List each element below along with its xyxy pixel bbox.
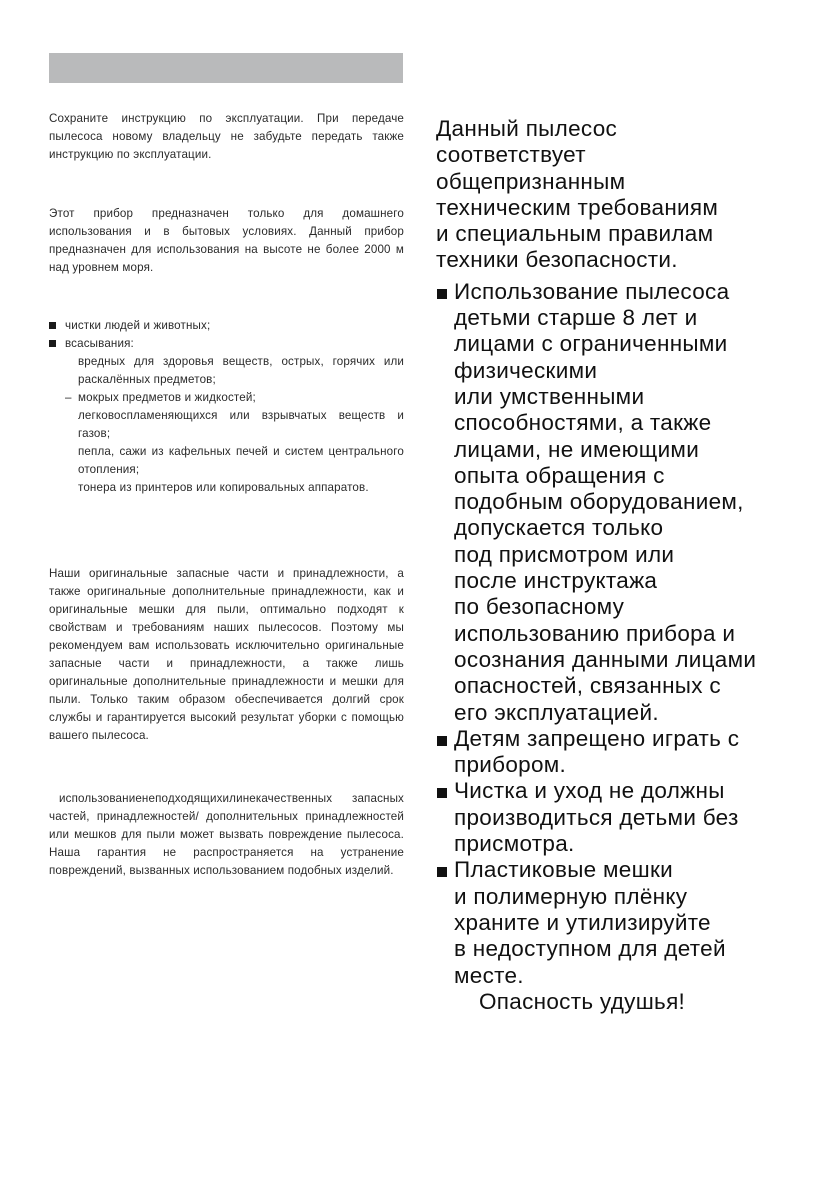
bullet-square-icon bbox=[437, 788, 447, 798]
text-line: храните и утилизируйте bbox=[454, 909, 711, 935]
text-line: Пластиковые мешки bbox=[454, 857, 673, 883]
sub-list-item bbox=[49, 479, 404, 497]
list-item-text: чистки людей и животных; bbox=[65, 319, 211, 332]
list-item-text: всасывания: bbox=[65, 337, 134, 350]
warranty-text: использованиенеподходящихилинекачественных запасных частей, принадлежностей/ дополнительных принадлежностей или мешков для пыли может вызвать повреждение пылесоса. Наша гарантия не распространяется на устранение повреждений, вызванных использованием подобных изделий. bbox=[49, 792, 404, 877]
safety-notes-column bbox=[436, 116, 816, 1015]
text-line: общепризнанным bbox=[436, 168, 626, 194]
sub-list-item-text: пепла, сажи из кафельных печей и систем центрального отопления; bbox=[78, 445, 404, 476]
text-line: осознания данными лицами bbox=[454, 646, 757, 672]
suffocation-warning: Опасность удушья! bbox=[479, 988, 686, 1014]
text-line: и полимерную плёнку bbox=[454, 883, 688, 909]
list-item bbox=[49, 317, 404, 335]
sub-list-item-text: легковоспламеняющихся или взрывчатых веществ и газов; bbox=[78, 409, 404, 440]
keep-instructions-text: Сохраните инструкцию по эксплуатации. При передаче пылесоса новому владельцу не забудьте передать также инструкцию по эксплуатации. bbox=[49, 112, 404, 161]
text-line: подобным оборудованием, bbox=[454, 489, 744, 515]
text-line: техническим требованиям bbox=[436, 194, 719, 220]
dash-marker: – bbox=[65, 391, 72, 404]
text-line: месте. bbox=[454, 962, 524, 988]
sub-list-item bbox=[49, 443, 404, 479]
warranty-paragraph bbox=[49, 790, 404, 880]
sub-list-item-text: мокрых предметов и жидкостей; bbox=[78, 391, 256, 404]
bullet-square-icon bbox=[437, 289, 447, 299]
intended-use-paragraph bbox=[49, 205, 404, 277]
text-line: опасностей, связанных с bbox=[454, 673, 721, 699]
text-line: детьми старше 8 лет и bbox=[454, 305, 698, 331]
section-header-bar bbox=[49, 53, 403, 83]
text-line: производиться детьми без bbox=[454, 804, 739, 830]
bullet-square-icon bbox=[437, 867, 447, 877]
text-line: его эксплуатацией. bbox=[454, 699, 659, 725]
bullet-square-icon bbox=[49, 340, 56, 347]
text-line: по безопасному bbox=[454, 594, 625, 620]
text-line: техники безопасности. bbox=[436, 247, 678, 273]
sub-list-item bbox=[49, 353, 404, 389]
safety-bullet-children-usage bbox=[436, 279, 816, 726]
text-line: в недоступном для детей bbox=[454, 936, 726, 962]
list-item bbox=[49, 335, 404, 353]
text-line: опыта обращения с bbox=[454, 462, 665, 488]
text-line: Чистка и уход не должны bbox=[454, 778, 725, 804]
sub-list-item-text: вредных для здоровья веществ, острых, горячих или раскалённых предметов; bbox=[78, 355, 404, 386]
text-line: способностями, а также bbox=[454, 410, 712, 436]
text-line: присмотра. bbox=[454, 831, 575, 857]
text-line: или умственными bbox=[454, 383, 645, 409]
keep-instructions-paragraph bbox=[49, 110, 404, 164]
original-parts-paragraph bbox=[49, 565, 404, 745]
bullet-square-icon bbox=[437, 736, 447, 746]
text-line: и специальным правилам bbox=[436, 221, 714, 247]
safety-bullet-no-play bbox=[436, 726, 816, 779]
text-line: использованию прибора и bbox=[454, 620, 736, 646]
bullet-square-icon bbox=[49, 322, 56, 329]
sub-list-item bbox=[49, 389, 404, 407]
safety-bullet-cleaning bbox=[436, 778, 816, 857]
prohibited-use-list bbox=[49, 317, 404, 497]
safety-bullet-plastic-bags bbox=[436, 857, 816, 988]
text-line: прибором. bbox=[454, 752, 567, 778]
original-parts-text: Наши оригинальные запасные части и принадлежности, а также оригинальные дополнительные принадлежности, как и оригинальные мешки для пыли, оптимально подходят к свойствам и требованиям наших пылесосов. Поэтому мы рекомендуем вам использовать исключительно оригинальные запасные части и принадлежности, а также лишь оригинальные дополнительные принадлежности и мешки для пыли. Только таким образом обеспечивается долгий срок службы и гарантируется высокий результат уборки с помощью вашего пылесоса. bbox=[49, 567, 404, 742]
text-line: под присмотром или bbox=[454, 541, 675, 567]
text-line: физическими bbox=[454, 357, 598, 383]
text-line: после инструктажа bbox=[454, 568, 658, 594]
text-line: допускается только bbox=[454, 515, 664, 541]
safety-intro bbox=[436, 116, 816, 274]
text-line: Детям запрещено играть с bbox=[454, 725, 740, 751]
text-line: Данный пылесос bbox=[436, 116, 618, 141]
text-line: лицами с ограниченными bbox=[454, 331, 728, 357]
text-line: лицами, не имеющими bbox=[454, 436, 700, 462]
intended-use-text: Этот прибор предназначен только для домашнего использования и в бытовых условиях. Данный прибор предназначен для использования на высоте не более 2000 м над уровнем моря. bbox=[49, 207, 404, 274]
sub-list-item-text: тонера из принтеров или копировальных аппаратов. bbox=[78, 481, 369, 494]
sub-list-item bbox=[49, 407, 404, 443]
text-line: соответствует bbox=[436, 142, 586, 168]
text-line: Использование пылесоса bbox=[454, 278, 730, 304]
